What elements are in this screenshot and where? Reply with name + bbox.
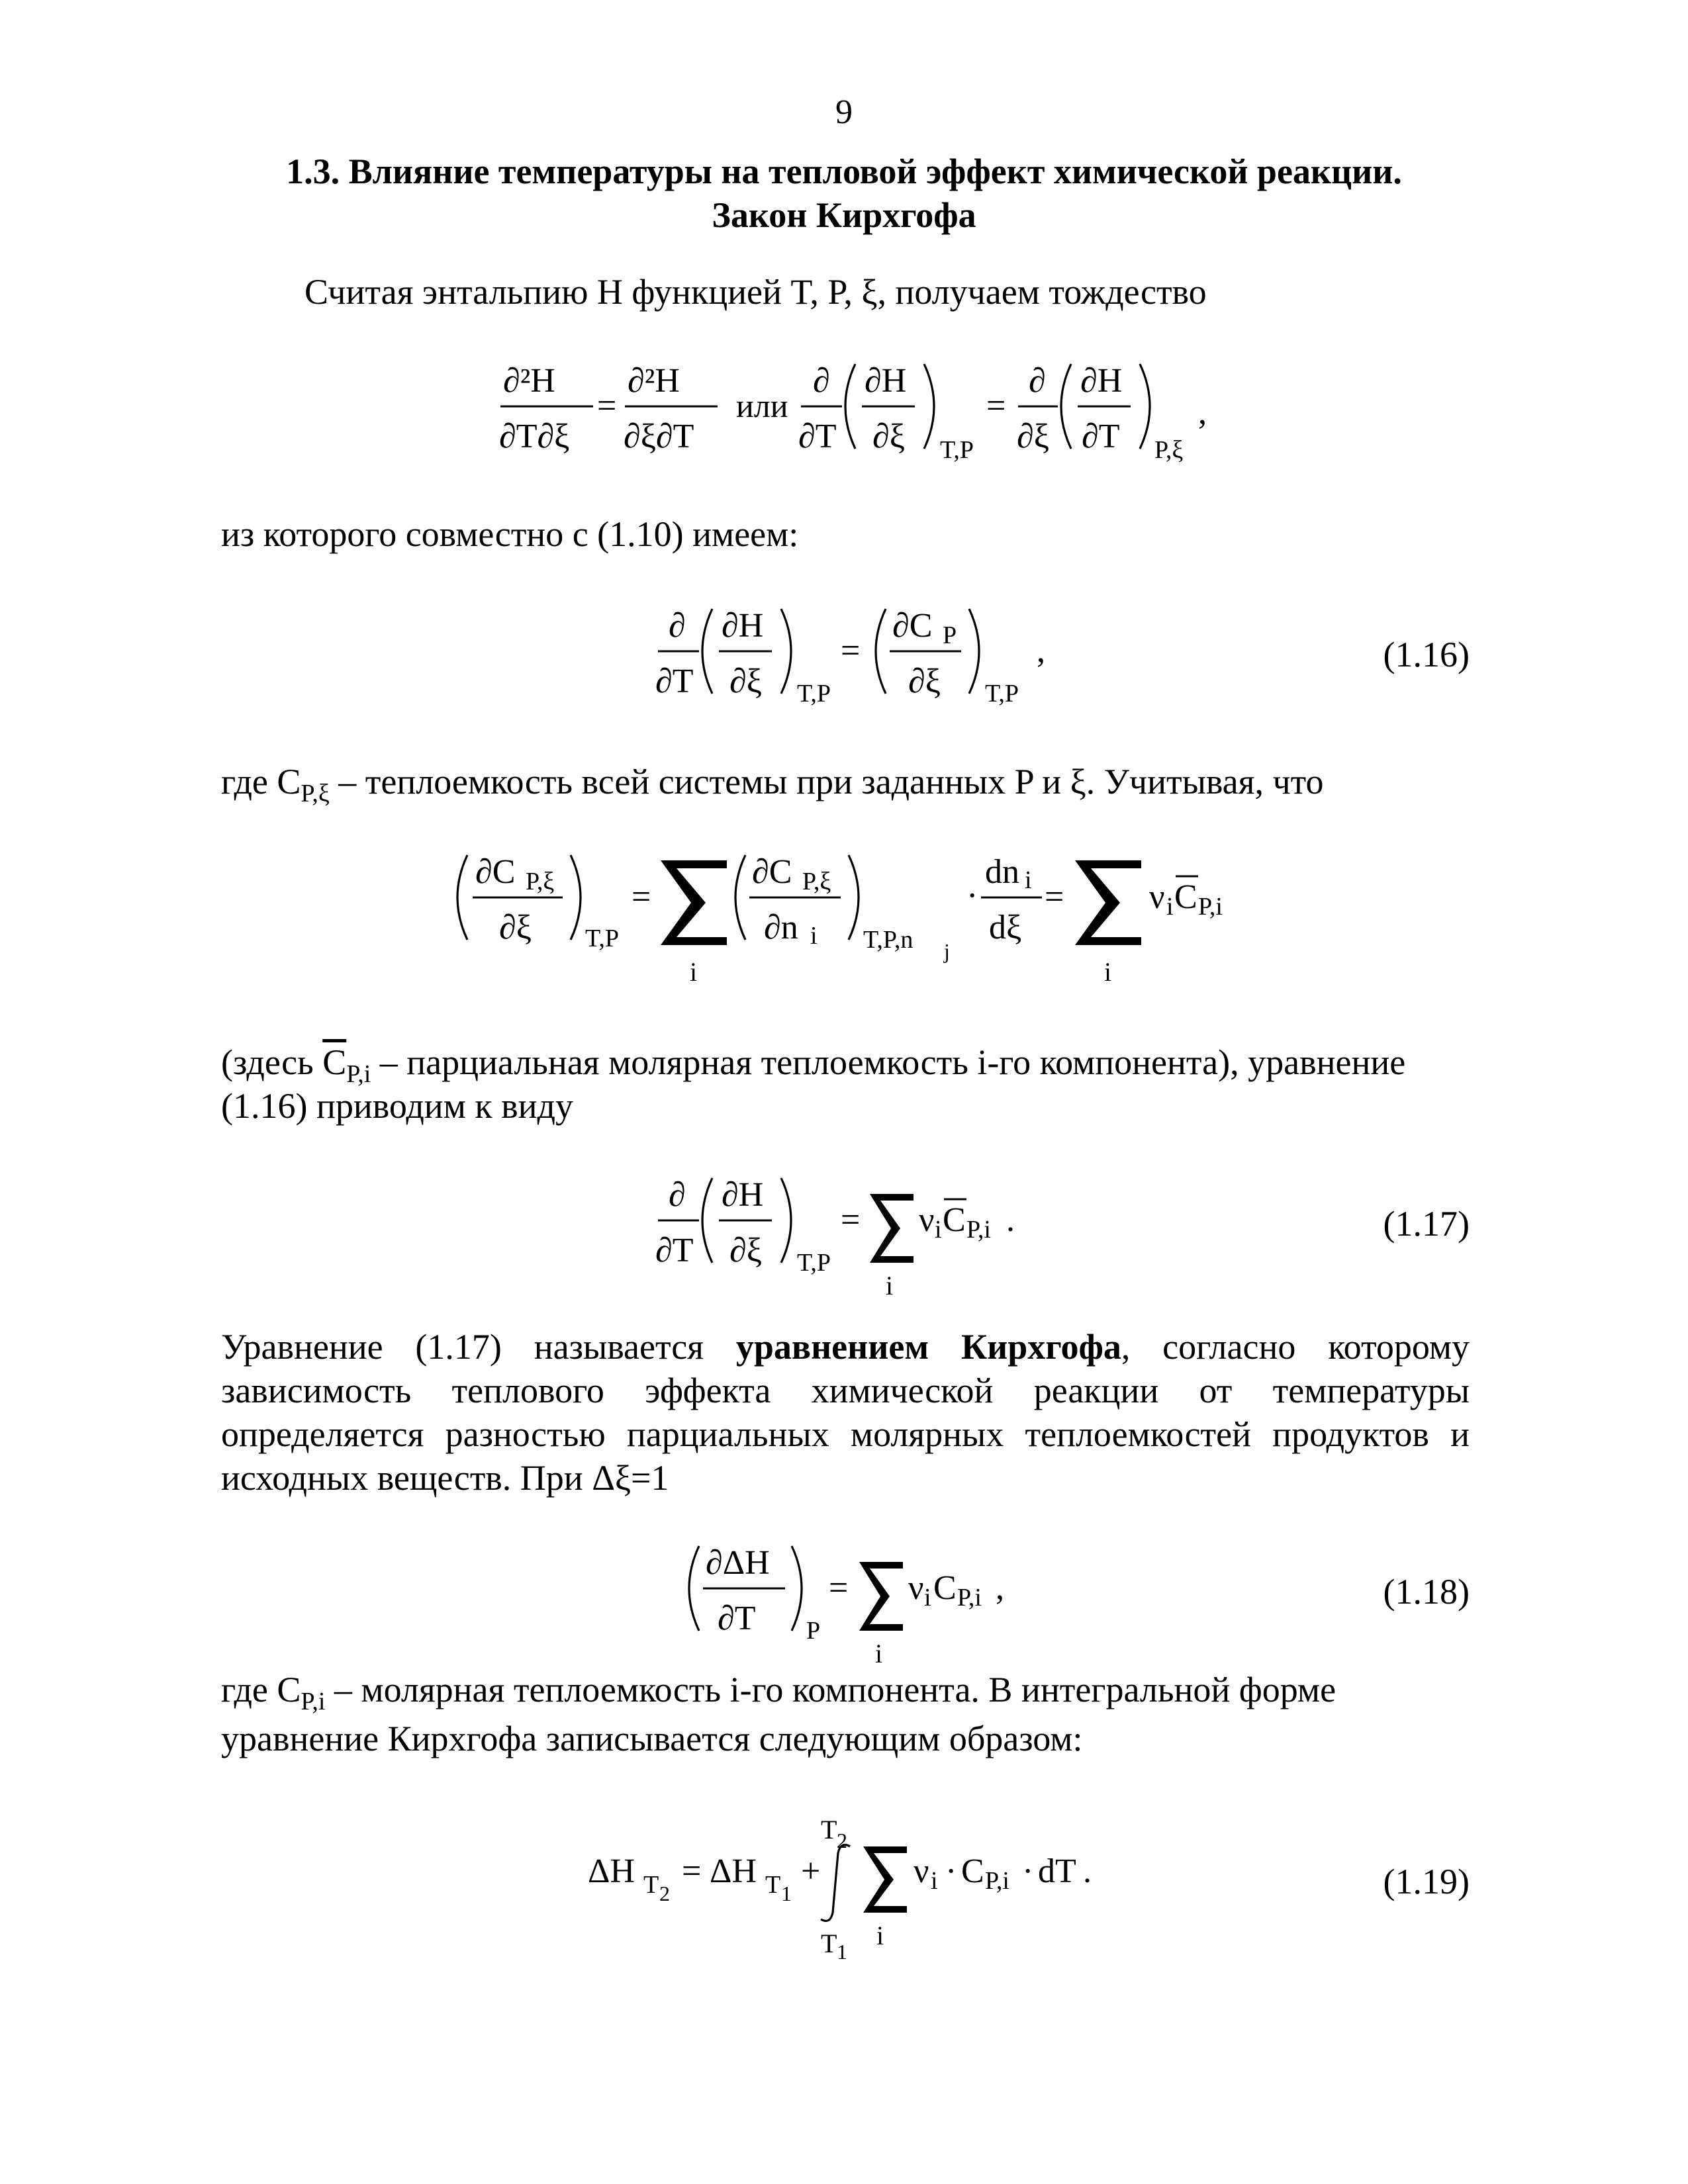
section-title-line1: 1.3. Влияние температуры на тепловой эффект химической реакции.	[286, 152, 1402, 191]
svg-text:·: ·	[966, 877, 978, 915]
svg-text:i: i	[1166, 893, 1174, 921]
svg-text:i: i	[924, 1584, 931, 1612]
integral-symbol	[821, 1845, 850, 1921]
svg-text:∂C: ∂C	[752, 853, 792, 891]
svg-text:,: ,	[996, 1569, 1004, 1607]
svg-text:=: =	[597, 387, 617, 425]
svg-text:i: i	[931, 1867, 938, 1895]
svg-text:∂: ∂	[1029, 362, 1046, 400]
paragraph-4-line1: (здесь $\overline{C}_{P,i}$ – парциальная молярная теплоемкость i-го компонента), уравнение	[221, 1042, 1406, 1088]
svg-text:∂H: ∂H	[865, 362, 907, 400]
svg-text:ΔH: ΔH	[588, 1852, 635, 1890]
svg-text:∂: ∂	[813, 362, 830, 400]
svg-text:∂C: ∂C	[475, 853, 516, 891]
svg-text:∂T: ∂T	[655, 1232, 694, 1269]
svg-text:2: 2	[659, 1882, 670, 1905]
paragraph-6-line1: где $C_{P,i}$ – молярная теплоемкость i-го компонента. В интегральной форме	[221, 1670, 1336, 1715]
svg-text:ν: ν	[919, 1201, 935, 1239]
svg-text:C: C	[943, 1201, 966, 1239]
equation-number-1-17: (1.17)	[1383, 1204, 1470, 1244]
kirchhoff-equation-term: уравнением Кирхгофа	[735, 1327, 1121, 1367]
svg-text:T,P: T,P	[797, 680, 831, 707]
svg-text:∂H: ∂H	[1080, 362, 1123, 400]
svg-text:i: i	[876, 1921, 884, 1950]
svg-text:∂n: ∂n	[764, 909, 798, 946]
svg-text:∂C: ∂C	[892, 607, 933, 645]
svg-text:∂ξ: ∂ξ	[1017, 418, 1049, 455]
svg-text:T: T	[765, 1871, 781, 1899]
svg-text:T,P: T,P	[797, 1249, 831, 1277]
svg-text:i: i	[1025, 866, 1032, 894]
svg-text:j: j	[944, 939, 950, 963]
svg-text:∂T: ∂T	[798, 418, 837, 455]
svg-text:1: 1	[837, 1940, 847, 1959]
sum-symbol-3	[870, 1194, 914, 1263]
svg-text:ν: ν	[1149, 878, 1165, 916]
svg-text:∂ΔH: ∂ΔH	[706, 1544, 770, 1582]
eq1-or-word: или	[736, 387, 788, 424]
svg-text:T: T	[643, 1871, 659, 1899]
svg-text:T,P: T,P	[585, 925, 620, 952]
equation-number-1-18: (1.18)	[1383, 1572, 1470, 1612]
sum-symbol-4	[859, 1562, 903, 1631]
svg-text:∂ξ: ∂ξ	[729, 662, 762, 700]
svg-text:1: 1	[781, 1882, 792, 1905]
svg-text:T: T	[821, 1929, 837, 1958]
equation-number-1-16: (1.16)	[1383, 635, 1470, 674]
sum-symbol-5	[863, 1846, 907, 1913]
equation-1-17	[649, 1165, 1059, 1310]
svg-text:C: C	[933, 1569, 957, 1607]
paragraph-6-line2: уравнение Кирхгофа записывается следующим образом:	[221, 1719, 1083, 1758]
svg-text:P,i: P,i	[957, 1584, 982, 1612]
svg-text:ΔH: ΔH	[710, 1852, 757, 1890]
paragraph-2: из которого совместно с (1.10) имеем:	[221, 514, 799, 554]
svg-text:P,ξ: P,ξ	[802, 868, 831, 895]
svg-text:=: =	[841, 632, 861, 670]
equation-identity	[490, 351, 1218, 483]
eq1-num2: ∂²H	[628, 362, 680, 400]
svg-text:C: C	[961, 1852, 984, 1890]
svg-text:i: i	[690, 957, 698, 987]
svg-text:=: =	[632, 878, 651, 916]
svg-text:P,i: P,i	[1198, 893, 1223, 921]
svg-text:T,P,n: T,P,n	[863, 926, 914, 954]
svg-text:C: C	[1174, 878, 1197, 916]
svg-text:dξ: dξ	[989, 909, 1022, 946]
svg-text:i: i	[1104, 957, 1112, 987]
equation-heat-capacity-sum	[444, 841, 1258, 999]
svg-text:·: ·	[945, 1852, 957, 1890]
eq1-num1: ∂²H	[503, 362, 555, 400]
section-title-line2: Закон Кирхгофа	[712, 195, 976, 235]
svg-text:P,i: P,i	[985, 1867, 1009, 1895]
svg-text:∂H: ∂H	[722, 1176, 764, 1214]
equation-1-16	[649, 596, 1059, 715]
equation-1-19	[583, 1800, 1152, 1959]
svg-text:P,ξ: P,ξ	[526, 868, 555, 895]
sum-symbol-2	[1075, 860, 1141, 945]
paragraph-1: Считая энтальпию H функцией T, P, ξ, получаем тождество	[305, 272, 1207, 312]
svg-text:P,ξ: P,ξ	[1154, 436, 1184, 464]
svg-text:,: ,	[1037, 632, 1045, 670]
svg-text:∂ξ: ∂ξ	[872, 418, 905, 455]
svg-text:=: =	[986, 387, 1006, 425]
svg-text:dT: dT	[1038, 1852, 1076, 1890]
svg-text:∂ξ: ∂ξ	[499, 909, 532, 946]
svg-text:∂H: ∂H	[722, 607, 764, 645]
svg-text:i: i	[810, 922, 818, 950]
svg-text:=: =	[829, 1569, 849, 1607]
svg-text:i: i	[875, 1639, 883, 1668]
equation-number-1-19: (1.19)	[1383, 1862, 1470, 1901]
svg-text:ν: ν	[908, 1569, 924, 1607]
svg-text:=: =	[1045, 878, 1064, 916]
paragraph-4-line2: (1.16) приводим к виду	[221, 1086, 573, 1126]
svg-text:dn: dn	[985, 853, 1019, 891]
svg-text:P: P	[943, 621, 957, 649]
svg-text:T: T	[821, 1815, 837, 1844]
equation-1-18	[675, 1535, 1046, 1681]
svg-text:∂T: ∂T	[718, 1600, 756, 1637]
svg-text:∂: ∂	[669, 607, 686, 645]
svg-text:∂ξ: ∂ξ	[908, 662, 941, 700]
svg-text:∂T: ∂T	[655, 662, 694, 700]
svg-text:T,P: T,P	[985, 680, 1019, 707]
svg-text:+: +	[801, 1852, 821, 1890]
svg-text:2: 2	[837, 1829, 847, 1852]
svg-text:∂ξ: ∂ξ	[729, 1232, 762, 1269]
svg-text:i: i	[886, 1271, 894, 1300]
svg-text:.: .	[1083, 1852, 1092, 1890]
eq1-den1: ∂T∂ξ	[499, 418, 570, 455]
paragraph-5: Уравнение (1.17) называется уравнением Кирхгофа, согласно которому зависимость теплового эффекта химической реакции от температуры определяется разностью парциальных молярных теплоемкостей продуктов и исходных веществ. При Δξ=1	[221, 1327, 1470, 1498]
eq1-den2: ∂ξ∂T	[624, 418, 694, 455]
svg-text:ν: ν	[914, 1852, 929, 1890]
svg-text:P: P	[806, 1617, 821, 1645]
svg-text:∂T: ∂T	[1082, 418, 1120, 455]
svg-text:P,i: P,i	[966, 1216, 991, 1244]
svg-text:,: ,	[1198, 394, 1207, 432]
svg-text:=: =	[682, 1852, 702, 1890]
sum-symbol-1	[661, 860, 727, 945]
svg-text:=: =	[841, 1201, 861, 1239]
svg-text:T,P: T,P	[940, 436, 974, 464]
paragraph-3: где $C_{P,\xi}$ – теплоемкость всей системы при заданных P и ξ. Учитывая, что	[221, 762, 1324, 807]
svg-text:i: i	[935, 1216, 942, 1244]
svg-text:∂: ∂	[669, 1176, 686, 1214]
svg-text:·: ·	[1022, 1852, 1034, 1890]
page-number: 9	[835, 93, 853, 131]
svg-text:.: .	[1006, 1201, 1015, 1239]
